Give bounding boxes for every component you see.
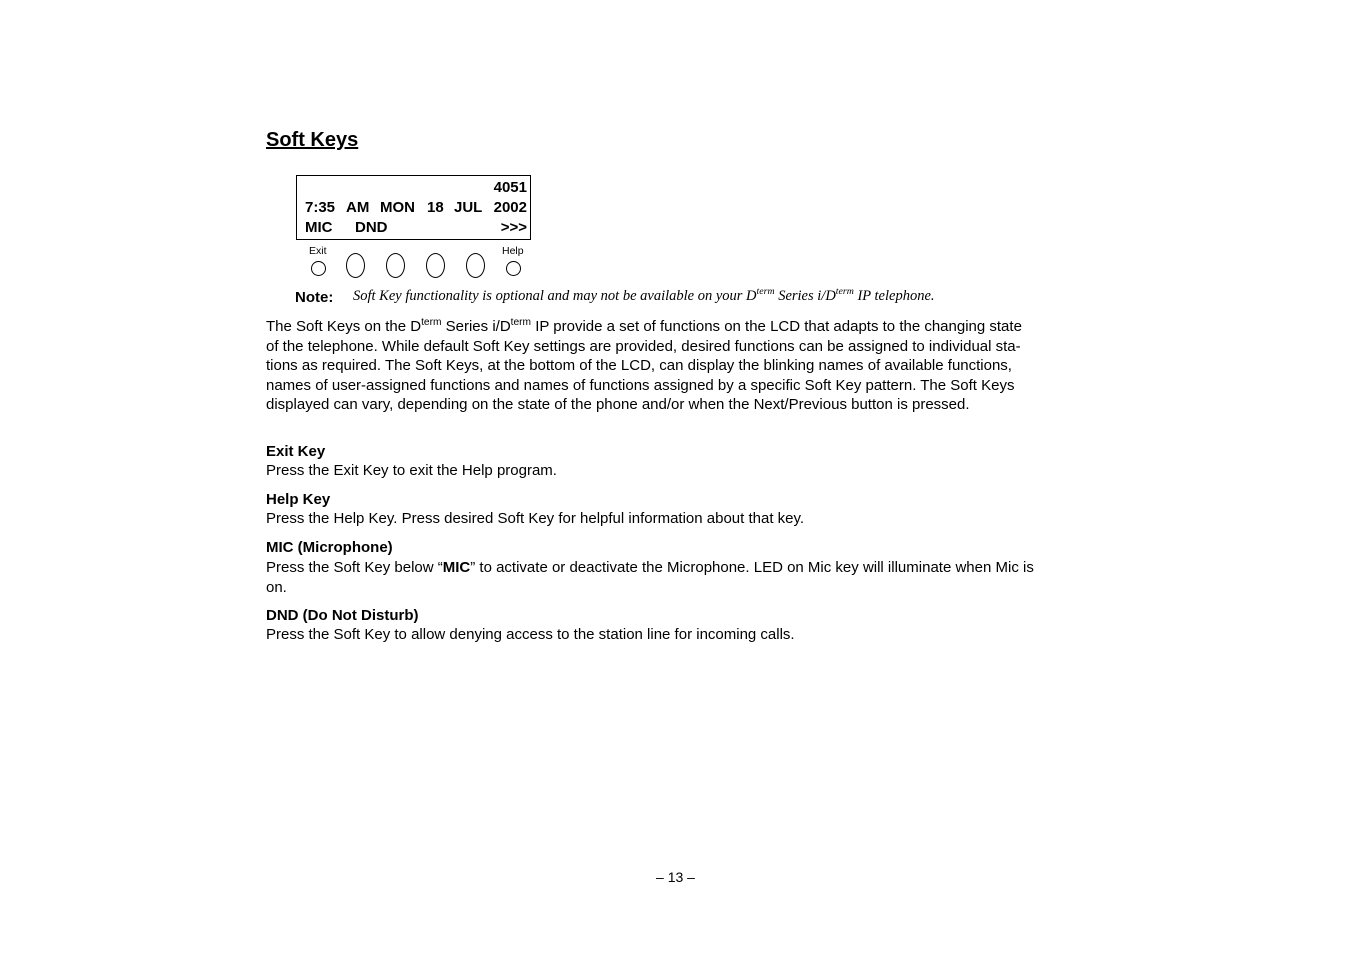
lcd-extension-number: 4051	[493, 179, 527, 196]
exit-key[interactable]	[311, 261, 326, 276]
page-title: Soft Keys	[266, 129, 359, 151]
help-key-heading: Help Key	[266, 491, 331, 508]
lcd-date: 18	[427, 199, 444, 216]
lcd-softkey-dnd: DND	[355, 219, 388, 236]
soft-key-3[interactable]	[426, 253, 445, 278]
help-key[interactable]	[506, 261, 521, 276]
lcd-month: JUL	[454, 199, 483, 216]
soft-key-2[interactable]	[386, 253, 405, 278]
mic-description: Press the Soft Key below “MIC” to activate or deactivate the Microphone. LED on Mic key will illuminate when Mic is on.	[266, 559, 1034, 596]
soft-key-4[interactable]	[466, 253, 485, 278]
mic-heading: MIC (Microphone)	[266, 539, 393, 556]
note-label: Note:	[295, 289, 334, 306]
soft-key-1[interactable]	[346, 253, 365, 278]
exit-key-heading: Exit Key	[266, 443, 326, 460]
lcd-softkey-mic: MIC	[305, 219, 333, 236]
note-text: Soft Key functionality is optional and may not be available on your $D^{term}$ Series $i/D^{term}$ IP telephone.	[353, 286, 935, 304]
exit-key-label: Exit	[309, 245, 327, 257]
intro-line-3: tions as required. The Soft Keys, at the bottom of the LCD, can display the blinking names of available functions,	[266, 357, 1012, 374]
lcd-year: 2002	[493, 199, 527, 216]
lcd-next-indicator: >>>	[500, 219, 527, 236]
lcd-ampm: AM	[346, 199, 370, 216]
dnd-description: Press the Soft Key to allow denying access to the station line for incoming calls.	[266, 626, 795, 643]
lcd-day: MON	[380, 199, 415, 216]
intro-line-5: displayed can vary, depending on the state of the phone and/or when the Next/Previous button is pressed.	[266, 396, 970, 413]
intro-line-2: of the telephone. While default Soft Key settings are provided, desired functions can be assigned to individual sta-	[266, 337, 1021, 355]
dnd-heading: DND (Do Not Disturb)	[266, 607, 419, 624]
lcd-time: 7:35	[305, 199, 336, 216]
exit-key-description: Press the Exit Key to exit the Help program.	[266, 462, 557, 479]
intro-line-1: The Soft Keys on the $D^{term}$ Series $i/D^{term}$ IP provide a set of functions on the LCD that adapts to the changing state	[266, 317, 1022, 335]
help-key-label: Help	[502, 245, 524, 257]
lcd-display	[296, 175, 531, 240]
page-number: – 13 –	[656, 869, 695, 885]
help-key-description: Press the Help Key. Press desired Soft Key for helpful information about that key.	[266, 510, 805, 527]
intro-paragraph	[266, 317, 1022, 415]
intro-line-4: names of user-assigned functions and names of functions assigned by a specific Soft Key pattern. The Soft Keys	[266, 376, 1015, 394]
